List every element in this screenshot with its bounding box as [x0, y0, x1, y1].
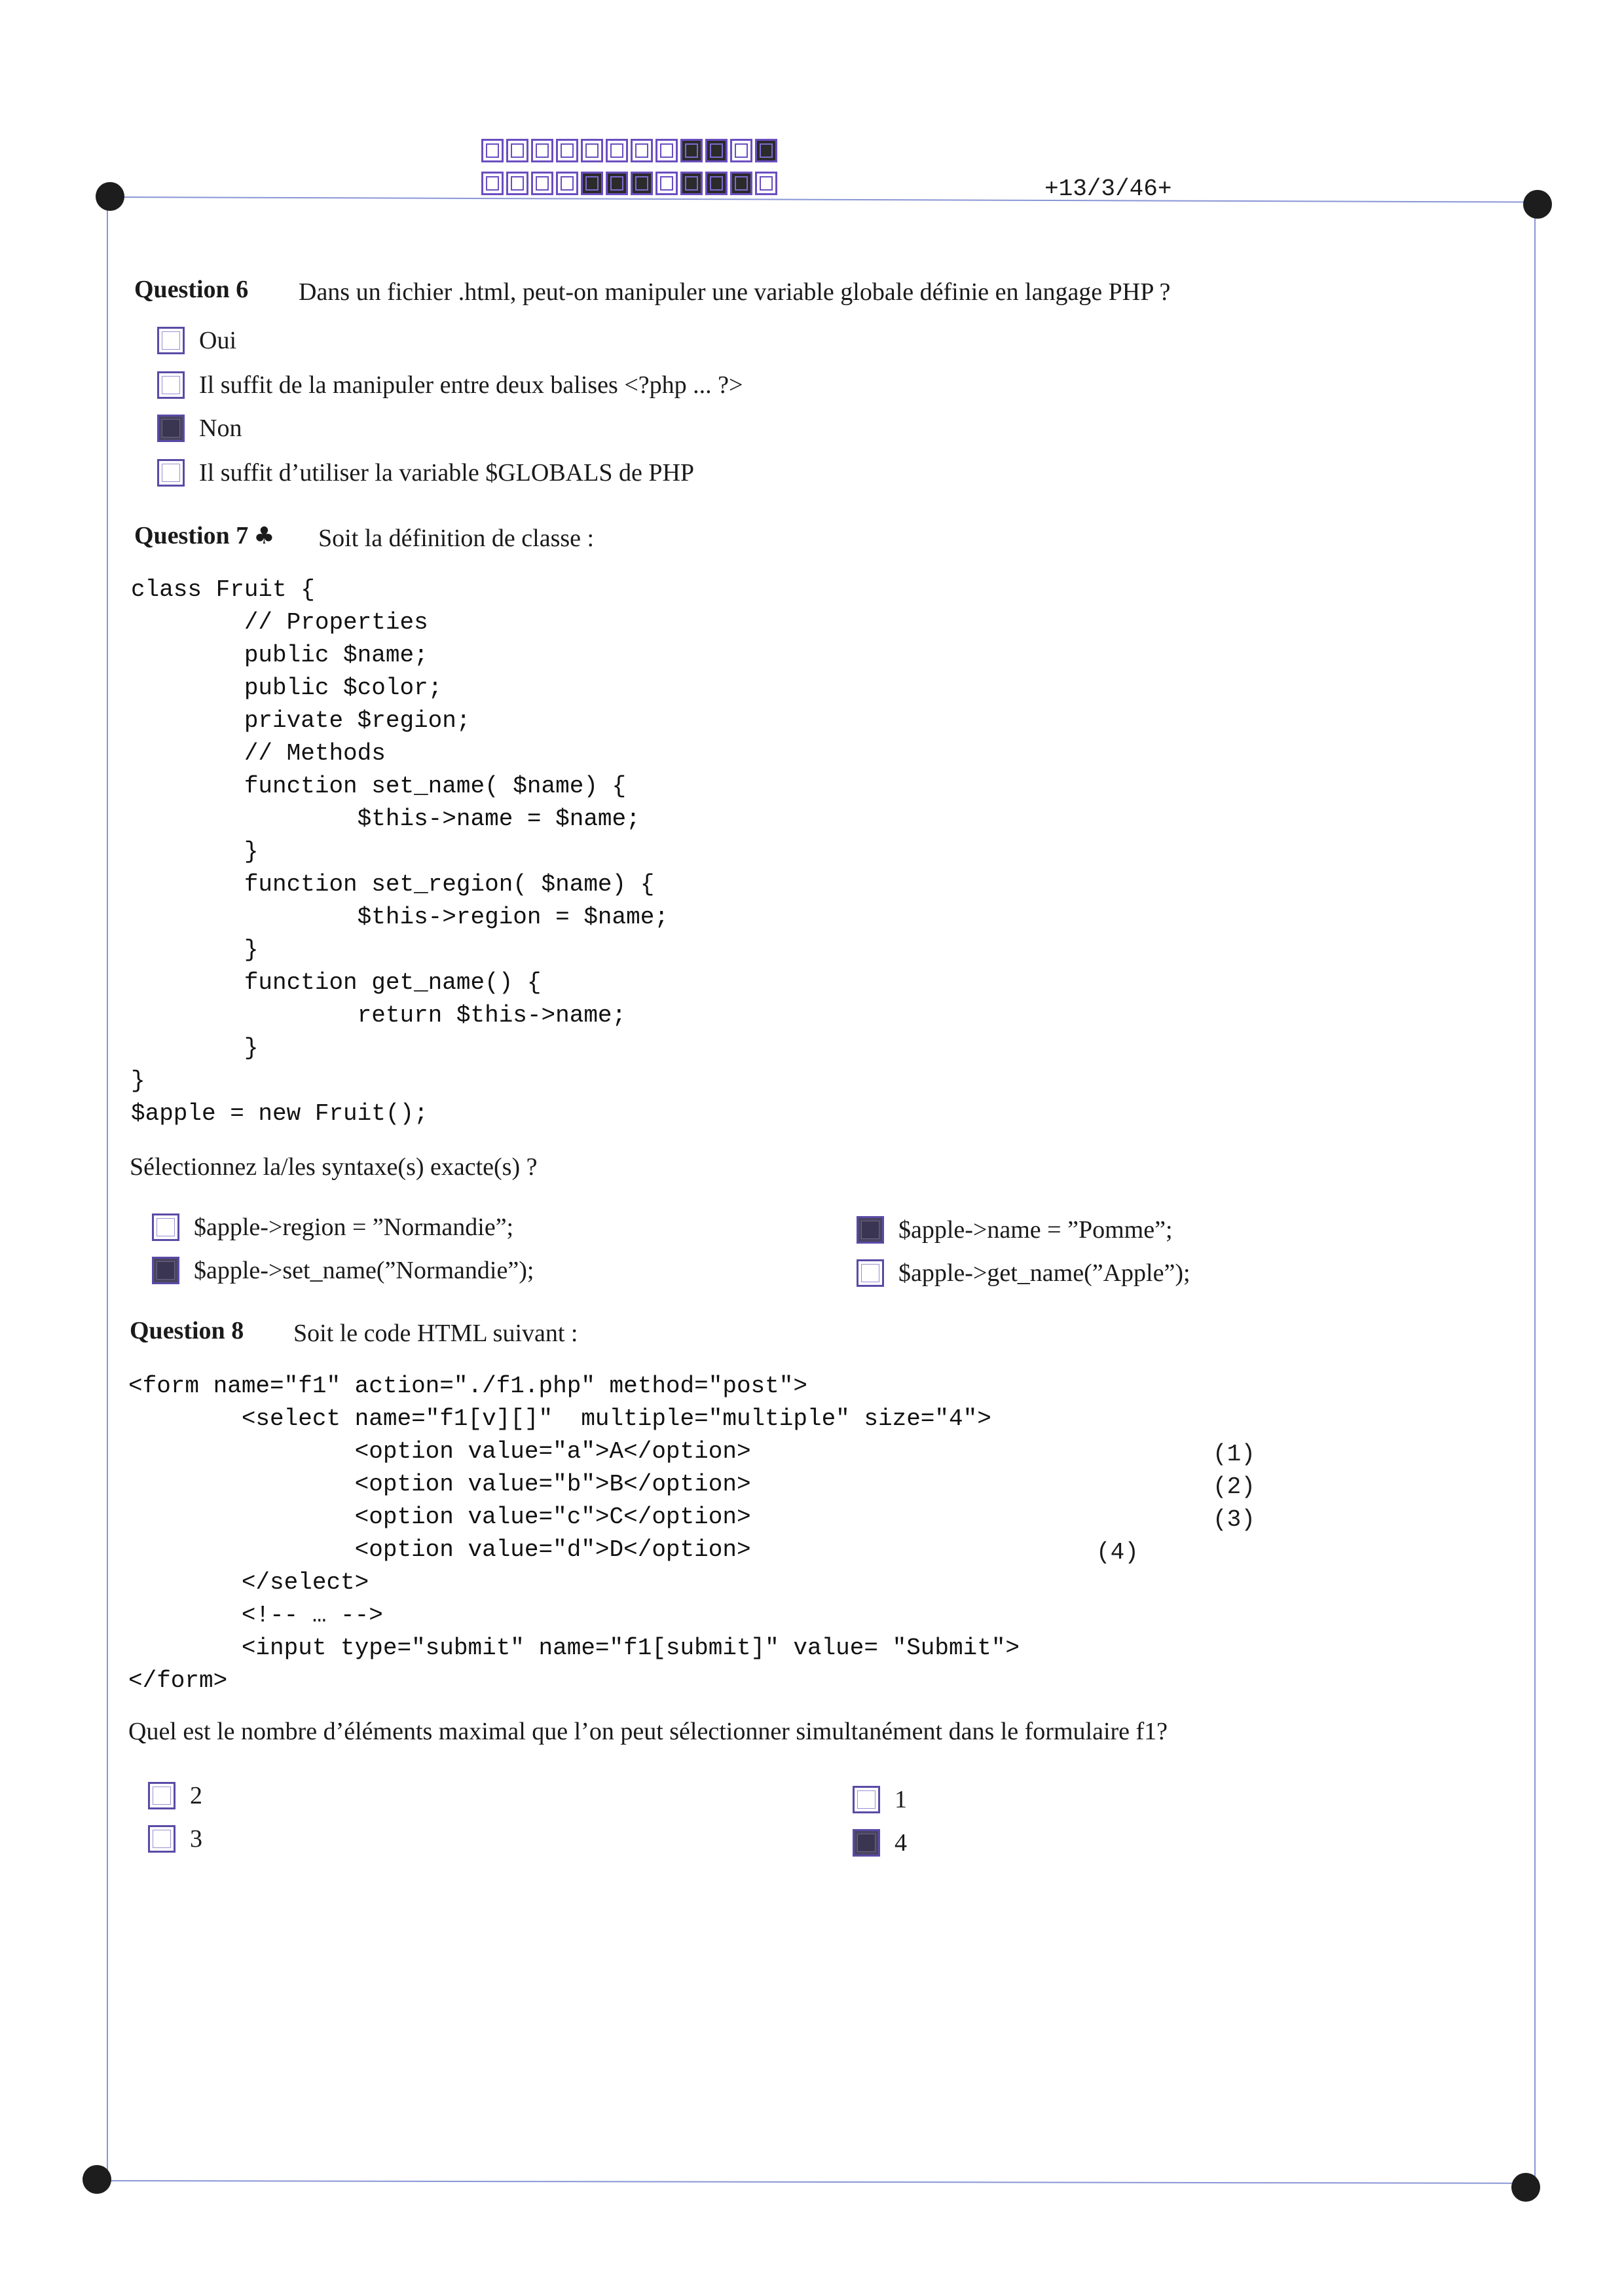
corner-mark-top-left	[96, 182, 124, 211]
id-code-cell-empty	[730, 139, 752, 162]
checkbox-checked[interactable]	[152, 1257, 179, 1284]
club-icon: ♣	[253, 523, 275, 549]
option-label: $apple->set_name(”Normandie”);	[194, 1257, 534, 1284]
checkbox[interactable]	[157, 327, 185, 354]
id-code-cell-empty	[755, 172, 777, 195]
q8-code-block: <form name="f1" action="./f1.php" method="post"> <select name="f1[v][]" multiple="multiple" size="4"> <option value="a">A</option> <option value="b">B</option> <option value="c">C</option> <option value="d">D</option> </select> <!-- … --> <input type="submit" name="f1[submit]" value= "Submit"> </form>	[128, 1373, 1020, 1694]
question-6-text: Dans un fichier .html, peut-on manipuler une variable globale définie en langage PHP ?	[299, 278, 1171, 306]
frame-right-line	[1534, 204, 1536, 2182]
id-code-cell-empty	[481, 172, 504, 195]
option-label: $apple->get_name(”Apple”);	[898, 1259, 1190, 1287]
checkbox[interactable]	[152, 1213, 179, 1241]
option-label: $apple->region = ”Normandie”;	[194, 1213, 514, 1241]
q6-option-balises[interactable]	[157, 371, 743, 399]
q7-option-set-name[interactable]	[152, 1256, 534, 1285]
id-code-cell-filled	[755, 139, 777, 162]
q7-option-get-name[interactable]	[857, 1259, 1190, 1287]
id-code-cell-filled	[680, 172, 703, 195]
id-code-cell-empty	[655, 139, 678, 162]
checkbox[interactable]	[157, 371, 185, 399]
checkbox[interactable]	[857, 1259, 884, 1287]
option-label: Il suffit d’utiliser la variable $GLOBALS de PHP	[199, 459, 695, 487]
question-7-label	[134, 521, 274, 550]
id-code-cell-filled	[705, 139, 728, 162]
checkbox-checked[interactable]	[853, 1829, 880, 1857]
option-label: 1	[895, 1786, 907, 1813]
id-code-cell-empty	[506, 139, 528, 162]
q7-option-name-pomme[interactable]	[857, 1215, 1173, 1244]
id-code-cell-empty	[556, 139, 578, 162]
annotation-2: (2)	[1213, 1473, 1255, 1500]
id-code-cell-filled	[606, 172, 628, 195]
option-label: 3	[190, 1825, 202, 1853]
checkbox[interactable]	[148, 1825, 175, 1853]
option-label: Il suffit de la manipuler entre deux balises <?php ... ?>	[199, 371, 743, 399]
id-code-cell-empty	[556, 172, 578, 195]
corner-mark-top-right	[1523, 190, 1552, 219]
question-8-text: Soit le code HTML suivant :	[293, 1320, 578, 1347]
page-id: +13/3/46+	[1044, 176, 1172, 202]
q7-code-block: class Fruit { // Properties public $name; public $color; private $region; // Methods function set_name( $name) { $this->name = $name; } function set_region( $name) { $this->region = $name; } function get_name() { return $this->name; } } $apple = new Fruit();	[131, 576, 669, 1127]
option-label: $apple->name = ”Pomme”;	[898, 1216, 1173, 1244]
q8-prompt: Quel est le nombre d’éléments maximal que l’on peut sélectionner simultanément dans le formulaire f1?	[128, 1718, 1168, 1745]
id-code-cell-empty	[506, 172, 528, 195]
checkbox-checked[interactable]	[157, 415, 185, 442]
q6-option-oui[interactable]	[157, 326, 236, 355]
id-code-cell-empty	[581, 139, 603, 162]
q7-prompt: Sélectionnez la/les syntaxe(s) exacte(s) ?	[130, 1153, 538, 1181]
id-code-cell-empty	[531, 172, 553, 195]
option-label: 4	[895, 1829, 907, 1857]
frame-top-line	[111, 196, 1539, 203]
annotation-1: (1)	[1213, 1441, 1255, 1468]
q8-option-1[interactable]	[853, 1785, 907, 1814]
q8-option-4[interactable]	[853, 1828, 907, 1857]
annotation-3: (3)	[1213, 1506, 1255, 1533]
id-code-cell-empty	[631, 139, 653, 162]
id-code-cell-empty	[481, 139, 504, 162]
q6-option-globals[interactable]	[157, 458, 694, 487]
id-code-cell-filled	[705, 172, 728, 195]
question-7-text: Soit la définition de classe :	[318, 525, 595, 552]
frame-left-line	[107, 196, 108, 2181]
id-code-cell-empty	[606, 139, 628, 162]
id-code-cell-filled	[680, 139, 703, 162]
question-7-label-text: Question 7	[134, 522, 249, 549]
id-code-cell-filled	[730, 172, 752, 195]
id-code-row-1	[481, 139, 777, 162]
option-label: 2	[190, 1782, 202, 1809]
frame-bottom-line	[98, 2180, 1532, 2184]
corner-mark-bottom-right	[1511, 2173, 1540, 2202]
id-code-cell-filled	[631, 172, 653, 195]
checkbox[interactable]	[157, 459, 185, 487]
question-6-label: Question 6	[134, 276, 249, 303]
option-label: Oui	[199, 327, 236, 354]
q8-option-2[interactable]	[148, 1781, 202, 1810]
q7-option-region[interactable]	[152, 1213, 513, 1242]
question-8-label: Question 8	[130, 1317, 244, 1344]
id-code-cell-filled	[581, 172, 603, 195]
q6-option-non[interactable]	[157, 414, 242, 443]
corner-mark-bottom-left	[83, 2165, 111, 2194]
q8-option-3[interactable]	[148, 1824, 202, 1853]
option-label: Non	[199, 415, 242, 442]
id-code-row-2	[481, 172, 777, 195]
checkbox[interactable]	[853, 1786, 880, 1813]
checkbox-checked[interactable]	[857, 1216, 884, 1244]
annotation-4: (4)	[1096, 1539, 1139, 1566]
checkbox[interactable]	[148, 1782, 175, 1809]
id-code-cell-empty	[655, 172, 678, 195]
id-code-cell-empty	[531, 139, 553, 162]
